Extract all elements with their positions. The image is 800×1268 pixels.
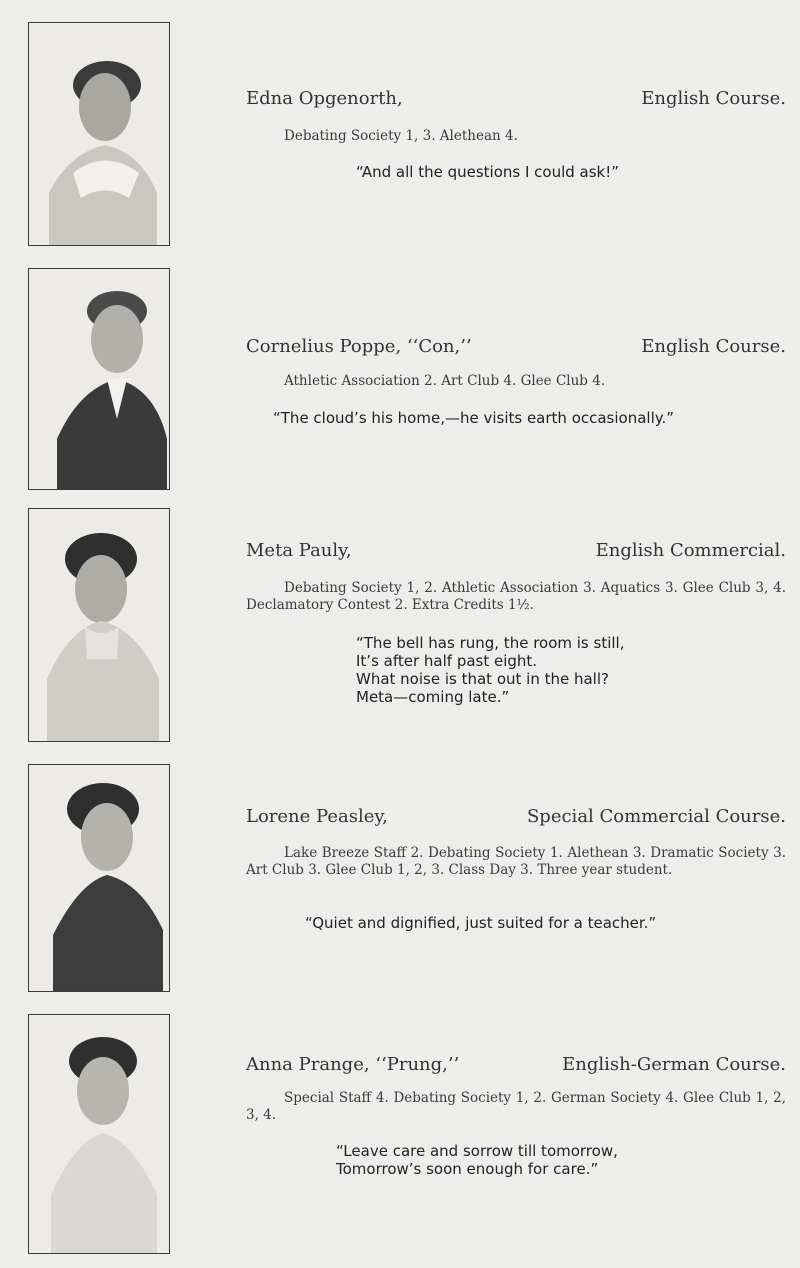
student-header — [246, 540, 786, 564]
student-course: English-German Course. — [562, 1054, 786, 1075]
student-header — [246, 1054, 786, 1078]
student-header — [246, 806, 786, 830]
quote-line: “Leave care and sorrow till tomorrow, — [336, 1142, 618, 1160]
student-quote — [273, 409, 674, 427]
student-activities: Lake Breeze Staff 2. Debating Society 1. Alethean 3. Dramatic Society 3. Art Club 3. Glee Club 1, 2, 3. Class Day 3. Three year student. — [246, 845, 786, 878]
student-activities: Special Staff 4. Debating Society 1, 2. German Society 4. Glee Club 1, 2, 3, 4. — [246, 1090, 786, 1123]
student-header — [246, 88, 786, 112]
student-activities: Athletic Association 2. Art Club 4. Glee Club 4. — [284, 373, 606, 389]
student-course: English Course. — [641, 88, 786, 109]
student-activities: Debating Society 1, 2. Athletic Association 3. Aquatics 3. Glee Club 3, 4. Declamatory Contest 2. Extra Credits 1½. — [246, 580, 786, 613]
quote-line: “And all the questions I could ask!” — [356, 163, 620, 181]
portrait-photo — [28, 508, 170, 742]
quote-line: “The bell has rung, the room is still, — [356, 634, 625, 652]
student-name: Lorene Peasley, — [246, 806, 388, 827]
student-name: Edna Opgenorth, — [246, 88, 403, 109]
student-course: English Commercial. — [595, 540, 786, 561]
student-quote — [356, 634, 624, 706]
quote-line: “The cloud’s his home,—he visits earth occasionally.” — [273, 409, 675, 427]
quote-line: Meta—coming late.” — [356, 688, 510, 706]
student-name: Meta Pauly, — [246, 540, 352, 561]
portrait-photo — [28, 268, 170, 490]
student-name: Cornelius Poppe, ‘‘Con,’’ — [246, 336, 472, 357]
portrait-photo — [28, 22, 170, 246]
student-course: English Course. — [641, 336, 786, 357]
student-header — [246, 336, 786, 360]
portrait-photo — [28, 764, 170, 992]
portrait-photo — [28, 1014, 170, 1254]
quote-line: “Quiet and dignified, just suited for a teacher.” — [305, 914, 657, 932]
student-quote — [356, 163, 619, 181]
quote-line: What noise is that out in the hall? — [356, 670, 609, 688]
quote-line: It’s after half past eight. — [356, 652, 538, 670]
student-quote — [336, 1142, 618, 1178]
student-name: Anna Prange, ‘‘Prung,’’ — [246, 1054, 460, 1075]
student-course: Special Commercial Course. — [526, 806, 786, 827]
student-quote — [305, 914, 656, 932]
quote-line: Tomorrow’s soon enough for care.” — [336, 1160, 599, 1178]
student-activities: Debating Society 1, 3. Alethean 4. — [284, 128, 518, 144]
